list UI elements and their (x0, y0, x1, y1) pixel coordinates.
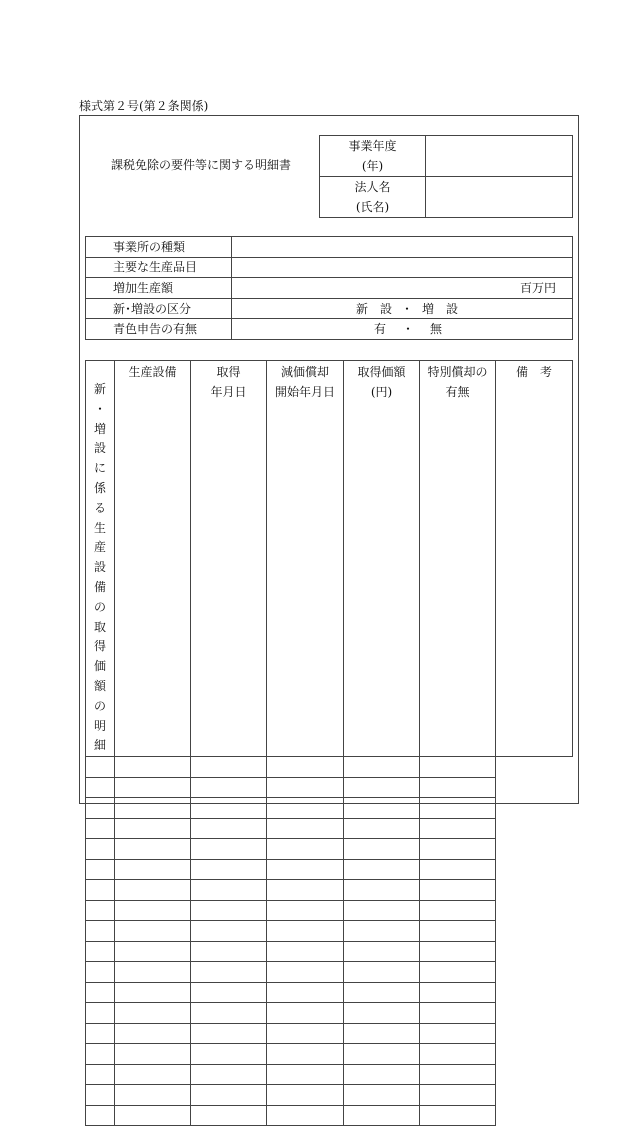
table-row (86, 900, 573, 921)
table-cell[interactable] (267, 1105, 344, 1126)
table-cell[interactable] (267, 818, 344, 839)
table-cell[interactable] (115, 941, 191, 962)
col-header-depreciation-start-line2: 開始年月日 (274, 385, 335, 399)
table-cell[interactable] (86, 1023, 115, 1044)
table-cell[interactable] (420, 941, 496, 962)
table-cell[interactable] (115, 757, 191, 778)
table-cell[interactable] (420, 1044, 496, 1065)
table-cell[interactable] (344, 880, 420, 901)
col-header-acquisition-date (191, 361, 267, 757)
option-expand[interactable]: 増 設 (422, 301, 459, 316)
business-year-label-line2: (年) (361, 159, 384, 173)
table-cell[interactable] (267, 777, 344, 798)
col-header-equipment (115, 361, 191, 757)
table-row (86, 962, 573, 983)
corporation-name-label-line2: (氏名) (355, 200, 390, 214)
col-header-acquisition-date-line2: 年月日 (210, 385, 247, 399)
new-or-expand-field[interactable] (232, 298, 573, 319)
table-cell[interactable] (115, 798, 191, 819)
production-unit: 百万円 (519, 280, 556, 295)
table-cell[interactable] (267, 859, 344, 880)
table-cell[interactable] (191, 818, 267, 839)
table-cell[interactable] (267, 1064, 344, 1085)
table-cell[interactable] (344, 1023, 420, 1044)
production-increase-field[interactable] (232, 278, 573, 299)
table-cell[interactable] (267, 880, 344, 901)
table-cell[interactable] (267, 1044, 344, 1065)
table-cell[interactable] (267, 982, 344, 1003)
table-cell[interactable] (191, 1044, 267, 1065)
facility-info-table (85, 236, 573, 340)
table-cell[interactable] (191, 962, 267, 983)
table-cell[interactable] (267, 921, 344, 942)
section-label-char: に (93, 461, 106, 476)
table-cell[interactable] (344, 798, 420, 819)
table-cell[interactable] (115, 900, 191, 921)
table-row (86, 941, 573, 962)
table-row (86, 1064, 573, 1085)
table-row (86, 1003, 573, 1024)
business-year-label (320, 136, 426, 177)
table-cell[interactable] (267, 757, 344, 778)
table-cell[interactable] (191, 757, 267, 778)
table-row (86, 798, 573, 819)
table-cell[interactable] (344, 982, 420, 1003)
table-cell[interactable] (86, 1085, 115, 1106)
corporation-name-label (320, 177, 426, 218)
section-label-char: 新 (93, 382, 106, 396)
table-cell[interactable] (267, 1003, 344, 1024)
table-row (86, 1105, 573, 1126)
table-cell[interactable] (344, 1044, 420, 1065)
table-cell[interactable] (420, 982, 496, 1003)
col-header-equipment-line1: 生産設備 (128, 365, 177, 379)
section-label-char: の (93, 698, 106, 713)
table-cell[interactable] (191, 798, 267, 819)
table-cell[interactable] (420, 798, 496, 819)
section-label-char: 額 (93, 678, 106, 693)
production-increase-label: 増加生産額 (86, 278, 232, 299)
table-cell[interactable] (420, 839, 496, 860)
table-row (86, 757, 573, 778)
table-cell[interactable] (115, 1003, 191, 1024)
section-label-char: 生 (93, 520, 106, 535)
table-cell[interactable] (420, 1085, 496, 1106)
table-cell[interactable] (420, 1003, 496, 1024)
corporation-name-label-line1: 法人名 (354, 180, 391, 194)
corporation-name-field[interactable] (426, 177, 573, 218)
table-cell[interactable] (86, 859, 115, 880)
section-label-char: 取 (93, 619, 106, 634)
table-cell[interactable] (191, 1064, 267, 1085)
table-row (86, 859, 573, 880)
table-cell[interactable] (86, 798, 115, 819)
table-cell[interactable] (191, 1085, 267, 1106)
table-cell[interactable] (344, 1003, 420, 1024)
col-header-remarks-line1: 備 考 (515, 365, 552, 379)
table-cell[interactable] (86, 900, 115, 921)
col-header-depreciation-start-line1: 減価償却 (280, 365, 329, 379)
section-label-char: 設 (93, 441, 106, 456)
table-cell[interactable] (86, 818, 115, 839)
section-label-char: 設 (93, 560, 106, 575)
section-label-char: 係 (93, 480, 106, 495)
table-cell[interactable] (344, 941, 420, 962)
col-header-remarks (496, 361, 573, 757)
option-separator: ・ (400, 301, 413, 316)
equipment-table (85, 360, 573, 1126)
table-cell[interactable] (115, 880, 191, 901)
table-cell[interactable] (420, 962, 496, 983)
table-cell[interactable] (86, 777, 115, 798)
section-label-char: 備 (93, 579, 106, 594)
table-cell[interactable] (344, 962, 420, 983)
table-cell[interactable] (191, 1105, 267, 1126)
facility-type-label: 事業所の種類 (86, 237, 232, 258)
document-title: 課税免除の要件等に関する明細書 (111, 158, 292, 172)
table-cell[interactable] (86, 880, 115, 901)
table-cell[interactable] (86, 757, 115, 778)
table-cell[interactable] (344, 839, 420, 860)
col-header-acquisition-date-line1: 取得 (216, 365, 241, 379)
table-cell[interactable] (115, 859, 191, 880)
table-cell[interactable] (86, 982, 115, 1003)
col-header-acquisition-cost-line1: 取得価額 (357, 365, 406, 379)
table-row (86, 1044, 573, 1065)
business-year-field[interactable] (426, 136, 573, 177)
table-cell[interactable] (115, 1064, 191, 1085)
form-number: 様式第２号(第２条関係) (79, 99, 209, 113)
option-no[interactable]: 無 (430, 322, 443, 337)
table-row (86, 1023, 573, 1044)
table-cell[interactable] (115, 1105, 191, 1126)
table-cell[interactable] (86, 921, 115, 942)
blue-return-field[interactable] (232, 319, 573, 340)
table-cell[interactable] (420, 757, 496, 778)
business-year-label-line1: 事業年度 (348, 139, 397, 153)
table-cell[interactable] (420, 1064, 496, 1085)
table-cell[interactable] (344, 1105, 420, 1126)
table-cell[interactable] (86, 962, 115, 983)
table-cell[interactable] (344, 818, 420, 839)
table-cell[interactable] (420, 921, 496, 942)
header-box (319, 135, 573, 218)
table-cell[interactable] (191, 880, 267, 901)
table-cell[interactable] (191, 859, 267, 880)
col-header-special-depreciation (420, 361, 496, 757)
main-products-field[interactable] (232, 257, 573, 278)
table-cell[interactable] (191, 900, 267, 921)
table-cell[interactable] (86, 941, 115, 962)
col-header-acquisition-cost-line2: (円) (370, 385, 393, 399)
table-cell[interactable] (115, 818, 191, 839)
table-cell[interactable] (420, 1023, 496, 1044)
col-header-special-depreciation-line1: 特別償却の (427, 365, 488, 379)
table-cell[interactable] (115, 777, 191, 798)
facility-type-field[interactable] (232, 237, 573, 258)
table-cell[interactable] (344, 900, 420, 921)
table-cell[interactable] (420, 1105, 496, 1126)
table-cell[interactable] (115, 839, 191, 860)
new-or-expand-label: 新･増設の区分 (86, 298, 232, 319)
table-cell[interactable] (115, 982, 191, 1003)
blue-return-label: 青色申告の有無 (86, 319, 232, 340)
table-cell[interactable] (344, 777, 420, 798)
option-yes[interactable]: 有 (373, 322, 386, 337)
section-label-char: ・ (93, 401, 106, 416)
table-cell[interactable] (420, 880, 496, 901)
table-cell[interactable] (267, 1023, 344, 1044)
section-label-char: の (93, 599, 106, 614)
section-label-char: 明 (93, 718, 106, 733)
section-label-char: 増 (93, 421, 106, 436)
table-cell[interactable] (86, 1105, 115, 1126)
table-cell[interactable] (344, 757, 420, 778)
table-cell[interactable] (191, 941, 267, 962)
table-cell[interactable] (115, 921, 191, 942)
table-cell[interactable] (86, 1064, 115, 1085)
table-cell[interactable] (191, 1023, 267, 1044)
table-row (86, 880, 573, 901)
section-label-char: 細 (93, 738, 106, 753)
table-cell[interactable] (267, 839, 344, 860)
table-cell[interactable] (344, 1064, 420, 1085)
table-row (86, 982, 573, 1003)
table-cell[interactable] (344, 1085, 420, 1106)
section-label-char: 得 (93, 639, 106, 654)
table-cell[interactable] (191, 921, 267, 942)
main-products-label: 主要な生産品目 (86, 257, 232, 278)
table-cell[interactable] (420, 900, 496, 921)
table-cell[interactable] (267, 798, 344, 819)
col-header-depreciation-start (267, 361, 344, 757)
table-cell[interactable] (267, 962, 344, 983)
table-cell[interactable] (191, 1003, 267, 1024)
option-new[interactable]: 新 設 (355, 301, 392, 316)
table-row (86, 777, 573, 798)
table-cell[interactable] (267, 900, 344, 921)
table-cell[interactable] (267, 1085, 344, 1106)
table-cell[interactable] (115, 1085, 191, 1106)
table-cell[interactable] (191, 777, 267, 798)
table-row (86, 839, 573, 860)
table-row (86, 921, 573, 942)
section-label-char: る (93, 500, 106, 515)
table-cell[interactable] (420, 859, 496, 880)
table-cell[interactable] (420, 777, 496, 798)
table-cell[interactable] (344, 921, 420, 942)
table-cell[interactable] (86, 839, 115, 860)
table-cell[interactable] (267, 941, 344, 962)
table-cell[interactable] (115, 962, 191, 983)
table-cell[interactable] (420, 818, 496, 839)
option-separator: ・ (401, 322, 414, 337)
table-cell[interactable] (191, 839, 267, 860)
table-cell[interactable] (344, 859, 420, 880)
equipment-section-label (86, 361, 115, 757)
table-cell[interactable] (86, 1044, 115, 1065)
col-header-acquisition-cost (344, 361, 420, 757)
table-cell[interactable] (86, 1003, 115, 1024)
section-label-char: 価 (93, 659, 106, 674)
table-cell[interactable] (115, 1023, 191, 1044)
table-row (86, 1085, 573, 1106)
table-cell[interactable] (191, 982, 267, 1003)
section-label-char: 産 (93, 540, 106, 555)
table-cell[interactable] (115, 1044, 191, 1065)
table-row (86, 818, 573, 839)
col-header-special-depreciation-line2: 有無 (445, 385, 470, 399)
